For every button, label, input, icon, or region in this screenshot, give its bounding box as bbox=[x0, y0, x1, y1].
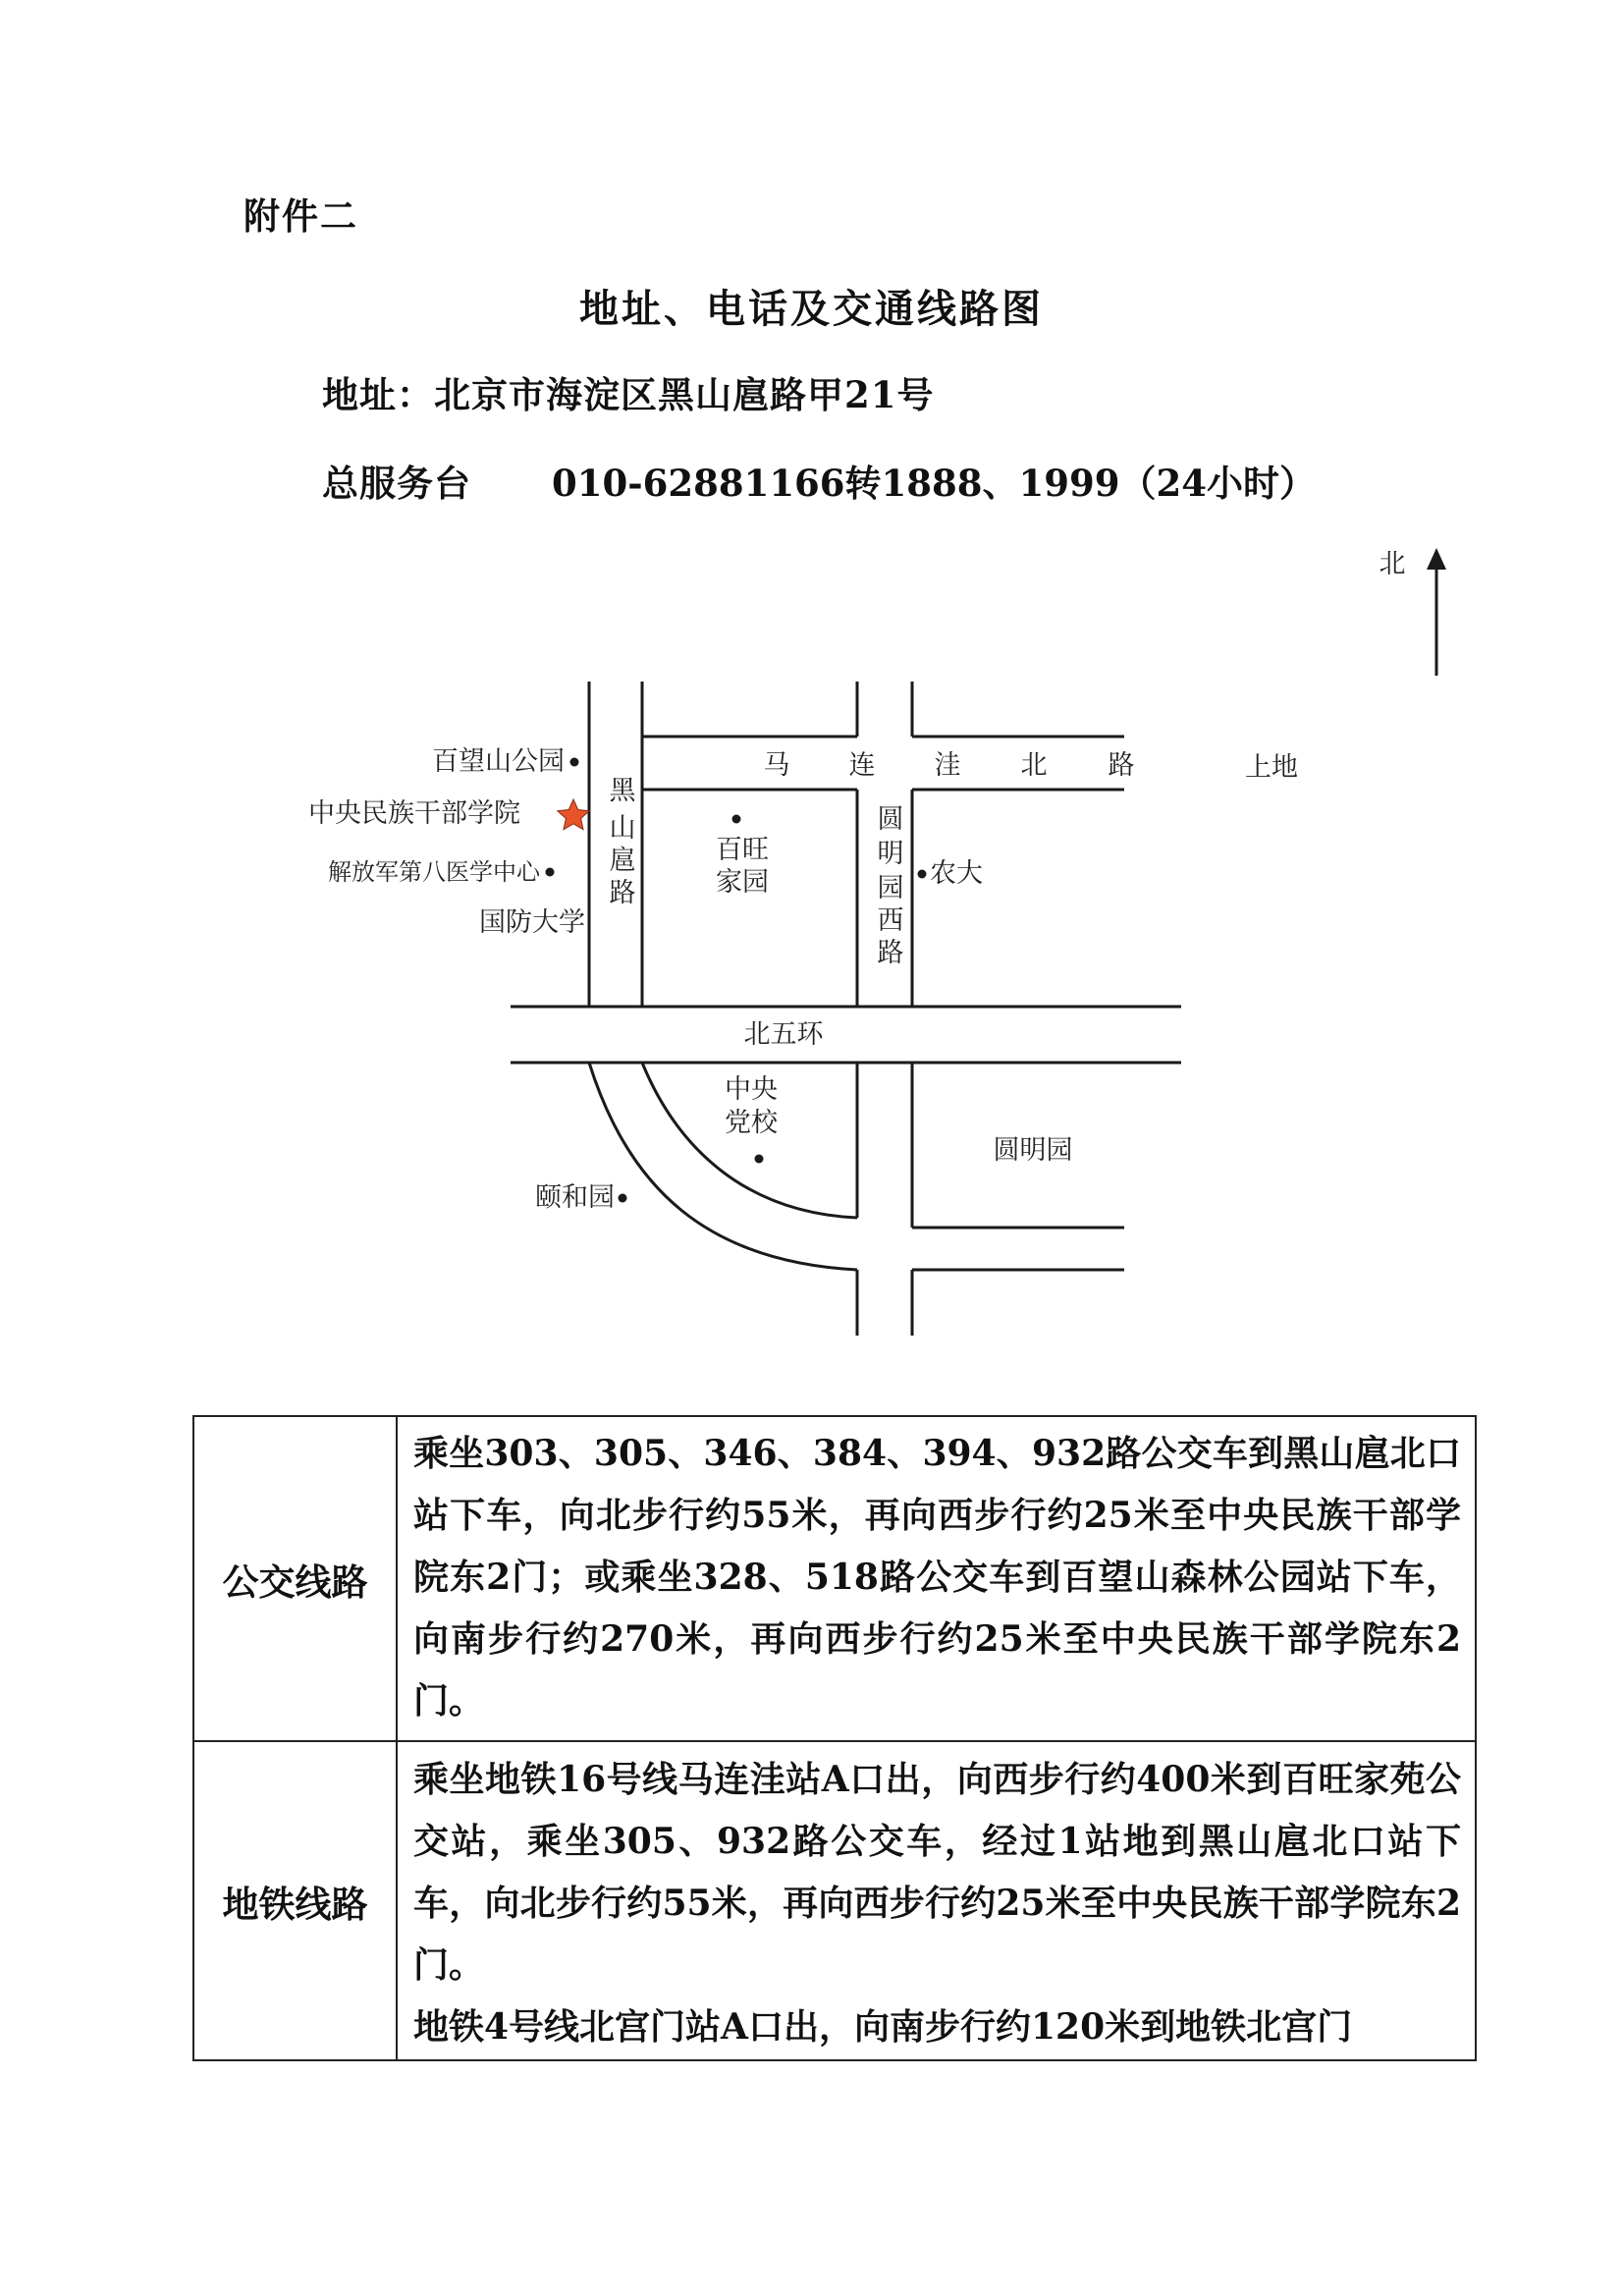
address-line: 地址：北京市海淀区黑山扈路甲21号 bbox=[322, 373, 935, 416]
subway-route-label: 地铁线路 bbox=[193, 1741, 397, 2060]
pla-medical-center-dot bbox=[546, 868, 555, 877]
baiwang-jiayuan-label-1: 百旺 bbox=[716, 835, 769, 865]
bus-route-text: 乘坐303、305、346、384、394、932路公交车到黑山扈北口站下车，向北步行约55米，再向西步行约25米至中央民族干部学院东2门；或乘坐328、518路公交车到百望山森林公园站下车，向南步行约270米，再向西步行约25米至中央民族干部学院东2门。 bbox=[397, 1416, 1476, 1741]
bus-route-label: 公交线路 bbox=[193, 1416, 397, 1741]
subway-route-paragraph-2: 地铁4号线北宫门站A口出，向南步行约120米到地铁北宫门 bbox=[413, 2006, 1353, 2048]
subway-route-text bbox=[397, 1741, 1476, 2060]
heishanhu-char-3: 扈 bbox=[609, 846, 636, 876]
heishanhu-char-4: 路 bbox=[609, 878, 636, 908]
heishanhu-char-2: 山 bbox=[609, 813, 636, 844]
defense-university-label: 国防大学 bbox=[479, 907, 585, 938]
route-row-subway bbox=[193, 1741, 1476, 2060]
yuanmingyuan-west-char-2: 明 bbox=[877, 839, 904, 869]
party-school-label-1: 中央 bbox=[725, 1074, 778, 1105]
heishanhu-char-1: 黑 bbox=[609, 776, 636, 806]
yiheyuan-dot bbox=[619, 1194, 627, 1203]
phone-number: 010-62881166转1888、1999（24小时） bbox=[552, 462, 1316, 505]
baiwangshan-park-dot bbox=[570, 758, 579, 767]
party-school-dot bbox=[755, 1155, 764, 1164]
baiwang-jiayuan-label-2: 家园 bbox=[716, 867, 769, 898]
phone-label: 总服务台 bbox=[322, 462, 471, 505]
map-road-lines bbox=[511, 548, 1446, 1336]
route-table bbox=[192, 1415, 1477, 2061]
baiwang-jiayuan-dot bbox=[732, 815, 741, 824]
nongda-label: 农大 bbox=[930, 858, 983, 889]
malianwa-char-4: 北 bbox=[1020, 750, 1048, 781]
yuanmingyuan-west-char-3: 园 bbox=[877, 873, 904, 903]
subway-route-paragraph-1: 乘坐地铁16号线马连洼站A口出，向西步行约400米到百旺家苑公交站，乘坐305、932路公交车，经过1站地到黑山扈北口站下车，向北步行约55米，再向西步行约25米至中央民族干部学院东2门。 bbox=[413, 1759, 1461, 1986]
baiwangshan-park-label: 百望山公园 bbox=[432, 746, 565, 777]
yuanmingyuan-west-char-4: 西 bbox=[877, 905, 904, 936]
party-school-label-2: 党校 bbox=[725, 1108, 778, 1138]
north-label: 北 bbox=[1379, 549, 1406, 579]
north-5th-ring-label: 北五环 bbox=[743, 1019, 824, 1050]
nongda-dot bbox=[918, 870, 927, 879]
yuanmingyuan-west-char-1: 圆 bbox=[877, 804, 904, 835]
malianwa-char-2: 连 bbox=[848, 750, 876, 781]
pla-medical-center-label: 解放军第八医学中心 bbox=[328, 858, 540, 886]
yiheyuan-label: 颐和园 bbox=[535, 1182, 615, 1213]
college-star-icon bbox=[558, 799, 589, 830]
yuanmingyuan-label: 圆明园 bbox=[993, 1135, 1073, 1166]
malianwa-char-1: 马 bbox=[763, 750, 790, 781]
shangdi-label: 上地 bbox=[1245, 752, 1298, 783]
college-label: 中央民族干部学院 bbox=[308, 798, 520, 829]
malianwa-char-5: 路 bbox=[1108, 750, 1135, 781]
malianwa-char-3: 洼 bbox=[934, 750, 961, 781]
page-title: 地址、电话及交通线路图 bbox=[579, 286, 1044, 332]
annex-label: 附件二 bbox=[243, 194, 358, 238]
yuanmingyuan-west-char-5: 路 bbox=[877, 938, 904, 968]
route-row-bus bbox=[193, 1416, 1476, 1741]
